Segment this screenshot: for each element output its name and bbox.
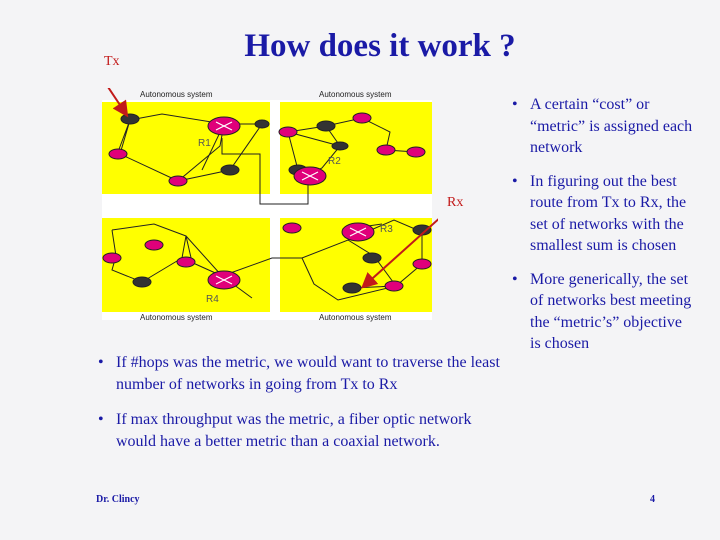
router-label: R1 [198,138,211,149]
as-label: Autonomous system [140,90,213,99]
router-label: R3 [380,224,393,235]
right-bullet-list [508,94,694,367]
tx-label: Tx [104,54,120,69]
bullet-dot-icon: • [512,172,518,190]
rx-label: Rx [447,195,464,210]
bottom-bullet-list [94,352,514,466]
bullet-dot-icon: • [98,354,104,371]
router-label: R4 [206,294,219,305]
bullet-item: • If max throughput was the metric, a fiber optic network would have a better metric than a coaxial network. [98,411,472,450]
router-label: R2 [328,156,341,167]
bullet-item: • If #hops was the metric, we would want to traverse the least number of networks in going from Tx to Rx [98,354,500,393]
bullet-dot-icon: • [512,96,518,113]
as-label: Autonomous system [319,90,392,99]
slide-title: How does it work ? [244,28,516,64]
bullet-dot-icon: • [512,270,518,288]
author-footer: Dr. Clincy [96,494,140,505]
as-label: Autonomous system [319,313,392,322]
bullet-item: • In figuring out the best route from Tx to Rx, the set of networks with the smallest sum is chosen [512,172,687,254]
network-diagram [102,88,438,324]
as-label: Autonomous system [140,313,213,322]
bullet-dot-icon: • [98,411,104,428]
page-number: 4 [650,494,655,505]
bullet-item: • More generically, the set of networks best meeting the “metric’s” objective is chosen [512,270,692,352]
bullet-item: • A certain “cost” or “metric” is assigned each network [512,96,693,156]
